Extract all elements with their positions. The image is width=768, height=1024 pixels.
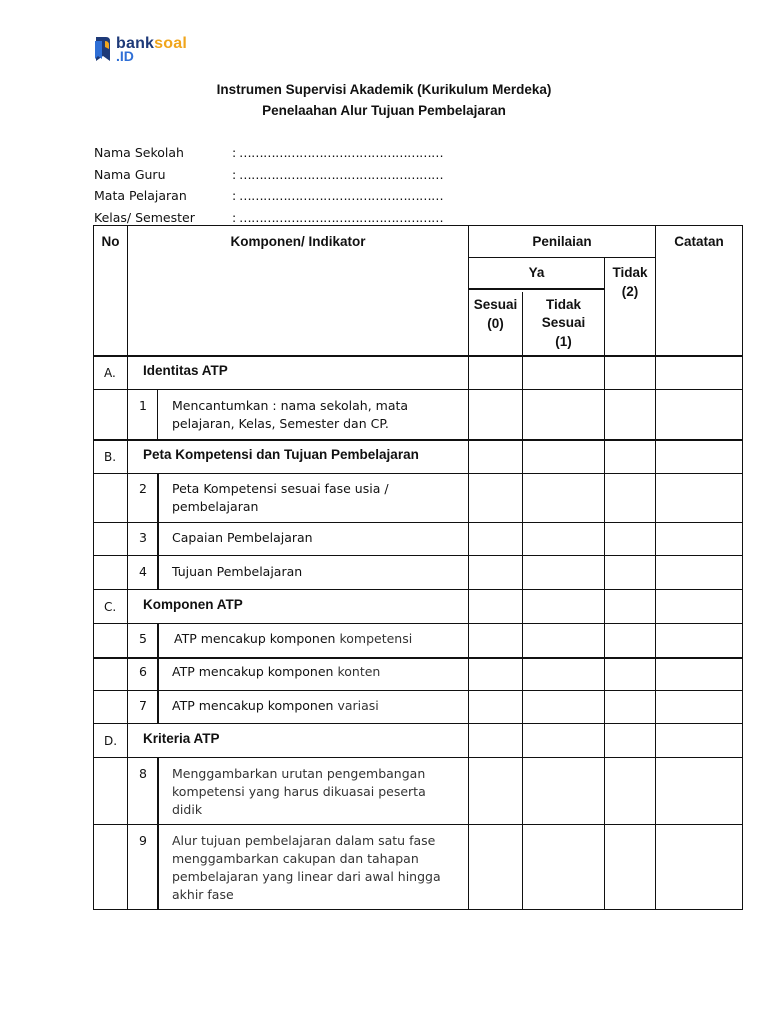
item-number: 1 [139,398,147,413]
header-komponen: Komponen/ Indikator [230,234,366,249]
document-subtitle: Penelaahan Alur Tujuan Pembelajaran [262,103,506,118]
document-title: Instrumen Supervisi Akademik (Kurikulum Merdeka) [216,82,552,97]
item-text: Capaian Pembelajaran [172,530,313,545]
header-tidak: Tidak [612,265,648,280]
header-sesuai-score: (0) [487,316,504,331]
identity-fields [94,145,443,231]
item-number: 8 [139,766,147,781]
assessment-table [93,225,743,910]
brand-logo [93,33,187,67]
section-title: Komponen ATP [143,597,243,612]
item-text: ATP mencakup komponen variasi [172,698,379,713]
header-catatan: Catatan [674,234,724,249]
header-tidak-sesuai-2: Sesuai [541,315,586,330]
item-text: Menggambarkan urutan pengembangan kompetensi yang harus dikuasai peserta didik [172,766,426,817]
item-number: 2 [139,481,147,496]
section-title: Kriteria ATP [143,731,220,746]
header-tidak-sesuai: Tidak [545,297,581,312]
field-nama-sekolah [94,145,443,167]
section-letter: A. [104,366,116,380]
item-text: ATP mencakup komponen kompetensi [174,631,413,646]
item-text: ATP mencakup komponen konten [172,664,381,679]
section-title: Identitas ATP [143,363,228,378]
item-text: Mencantumkan : nama sekolah, mata pelajaran, Kelas, Semester dan CP. [172,398,409,431]
header-sesuai: Sesuai [473,297,518,312]
section-letter: D. [104,734,118,748]
item-number: 7 [139,698,147,713]
item-number: 9 [139,833,147,848]
field-blank: : …………………………………………… [232,166,444,182]
field-label: Nama Sekolah [94,145,184,160]
field-label: Nama Guru [94,166,166,182]
section-title: Peta Kompetensi dan Tujuan Pembelajaran [143,447,419,462]
section-letter: C. [104,600,117,614]
field-blank: : …………………………………………… [232,188,444,203]
item-number: 6 [139,664,147,679]
item-number: 3 [139,530,147,545]
header-ya: Ya [528,265,545,280]
field-nama-guru [94,167,443,189]
item-number: 4 [139,564,147,579]
header-tidak-sesuai-score: (1) [555,334,572,349]
item-text: Tujuan Pembelajaran [172,564,303,579]
header-no: No [101,234,120,249]
section-letter: B. [104,450,117,464]
item-text: Alur tujuan pembelajaran dalam satu fase menggambarkan cakupan dan tahapan pembelajaran yang linear dari awal hingga akhir fase [172,833,441,902]
header-penilaian: Penilaian [532,234,592,249]
field-label: Kelas/ Semester [94,209,195,225]
field-blank: : …………………………………………… [232,209,444,225]
field-label: Mata Pelajaran [94,188,187,203]
brand-domain: .ID [116,48,134,64]
brand-name: banksoal [116,35,187,52]
field-blank: : …………………………………………… [232,145,444,160]
item-text: Peta Kompetensi sesuai fase usia / pembelajaran [172,481,389,514]
bookmark-logo-icon [93,35,113,65]
field-mata-pelajaran [94,188,443,210]
item-number: 5 [139,631,147,646]
header-tidak-score: (2) [621,284,639,299]
